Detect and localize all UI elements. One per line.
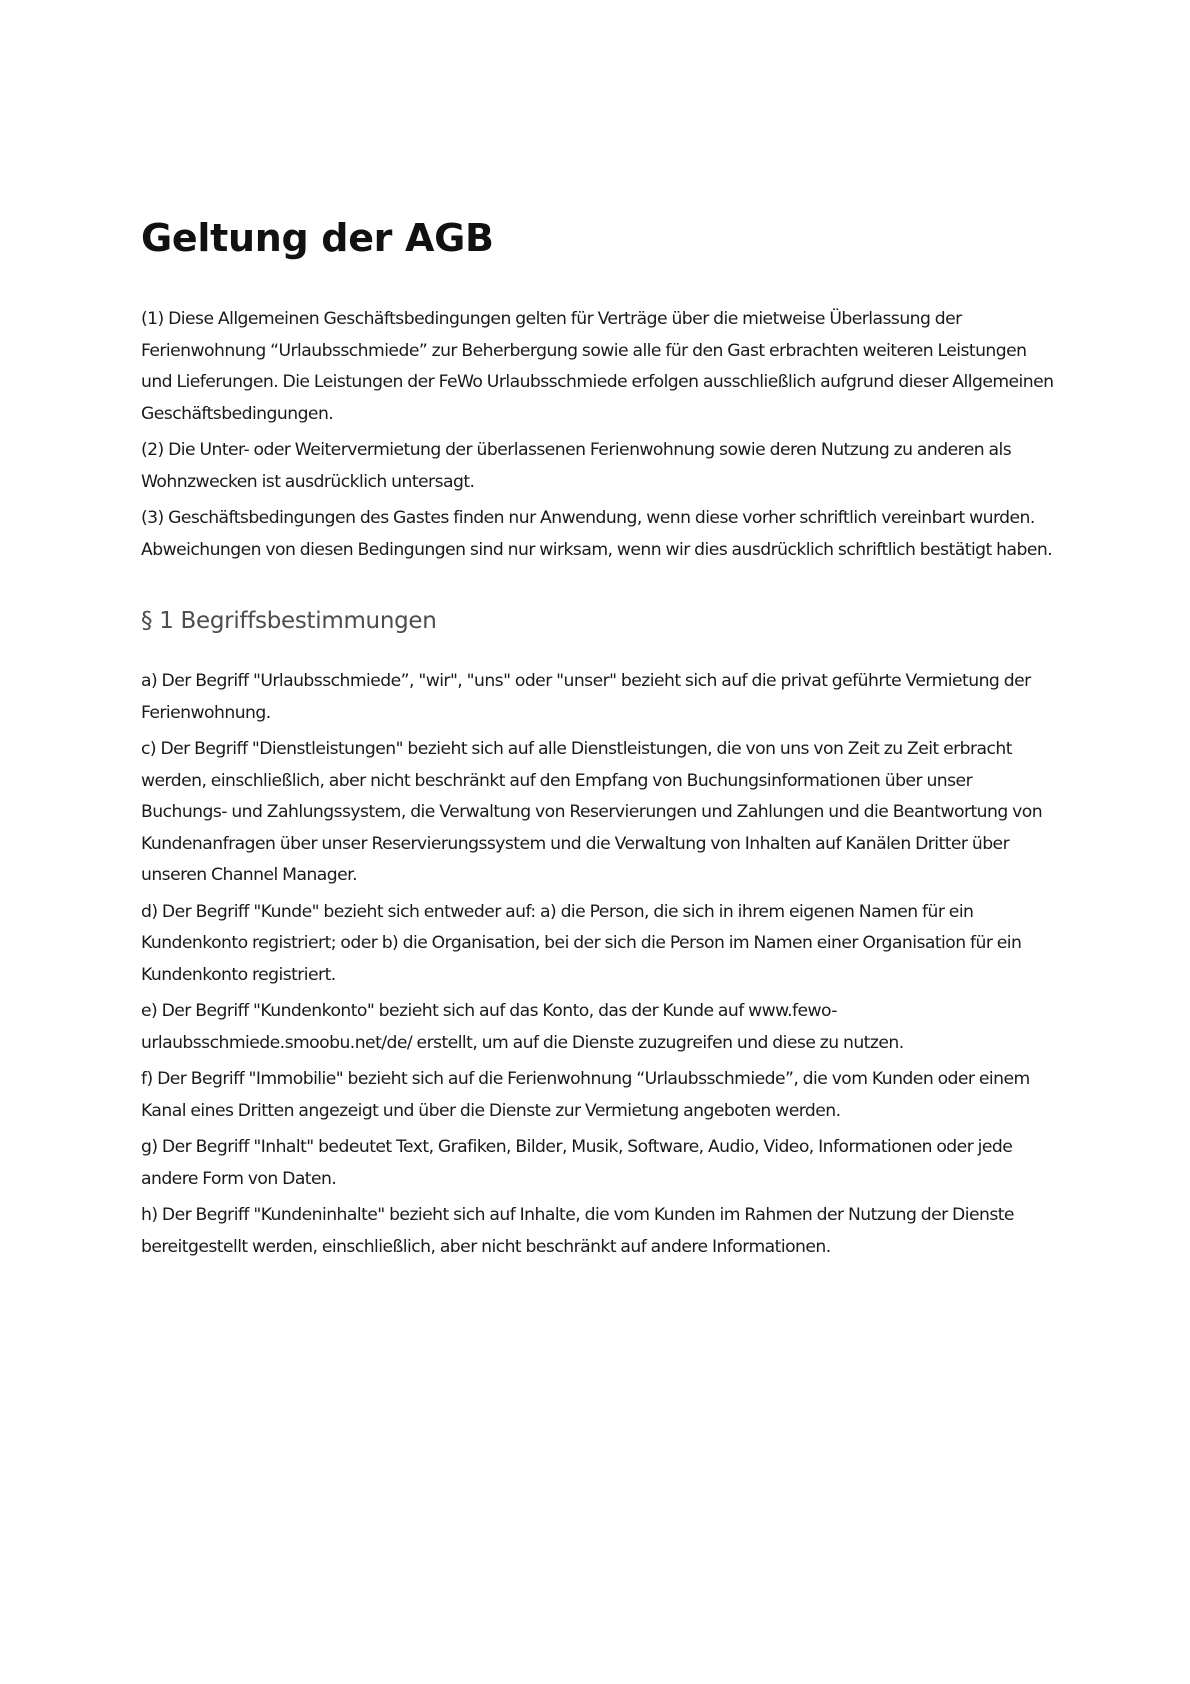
document-page <box>141 210 1061 1268</box>
definition-e: e) Der Begriff "Kundenkonto" bezieht sich auf das Konto, das der Kunde auf www.fewo-urlaubsschmiede.smoobu.net/de/ erstellt, um auf die Dienste zuzugreifen und diese zu nutzen. <box>141 1001 904 1053</box>
definition-d: d) Der Begriff "Kunde" bezieht sich entweder auf: a) die Person, die sich in ihrem eigenen Namen für ein Kundenkonto registriert; oder b) die Organisation, bei der sich die Person im Namen einer Organisation für ein Kundenkonto registriert. <box>141 901 1022 985</box>
definition-h: h) Der Begriff "Kundeninhalte" bezieht sich auf Inhalte, die vom Kunden im Rahmen der Nutzung der Dienste bereitgestellt werden, einschließlich, aber nicht beschränkt auf andere Informationen. <box>141 1205 1014 1257</box>
definition-g: g) Der Begriff "Inhalt" bedeutet Text, Grafiken, Bilder, Musik, Software, Audio, Video, Informationen oder jede andere Form von Daten. <box>141 1137 1013 1189</box>
definition-f: f) Der Begriff "Immobilie" bezieht sich auf die Ferienwohnung “Urlaubsschmiede”, die vom Kunden oder einem Kanal eines Dritten angezeigt und über die Dienste zur Vermietung angeboten werden. <box>141 1069 1030 1121</box>
definitions-list <box>141 666 1061 1263</box>
page-title: Geltung der AGB <box>141 216 494 260</box>
paragraph-1: (1) Diese Allgemeinen Geschäftsbedingungen gelten für Verträge über die mietweise Überlassung der Ferienwohnung “Urlaubsschmiede” zur Beherbergung sowie alle für den Gast erbrachten weiteren Leistungen und Lieferungen. Die Leistungen der FeWo Urlaubsschmiede erfolgen ausschließlich aufgrund dieser Allgemeinen Geschäftsbedingungen. <box>141 309 1054 424</box>
paragraph-3: (3) Geschäftsbedingungen des Gastes finden nur Anwendung, wenn diese vorher schriftlich vereinbart wurden. Abweichungen von diesen Bedingungen sind nur wirksam, wenn wir dies ausdrücklich schriftlich bestätigt haben. <box>141 508 1053 560</box>
definition-c: c) Der Begriff "Dienstleistungen" bezieht sich auf alle Dienstleistungen, die von uns von Zeit zu Zeit erbracht werden, einschließlich, aber nicht beschränkt auf den Empfang von Buchungsinformationen über unser Buchungs- und Zahlungssystem, die Verwaltung von Reservierungen und Zahlungen und die Beantwortung von Kundenanfragen über unser Reservierungssystem und die Verwaltung von Inhalten auf Kanälen Dritter über unseren Channel Manager. <box>141 739 1043 885</box>
section-heading-begriffsbestimmungen: § 1 Begriffsbestimmungen <box>141 608 437 634</box>
paragraph-2: (2) Die Unter- oder Weitervermietung der überlassenen Ferienwohnung sowie deren Nutzung zu anderen als Wohnzwecken ist ausdrücklich untersagt. <box>141 440 1012 492</box>
definition-a: a) Der Begriff "Urlaubsschmiede”, "wir", "uns" oder "unser" bezieht sich auf die privat geführte Vermietung der Ferienwohnung. <box>141 671 1031 723</box>
intro-paragraphs <box>141 304 1061 566</box>
